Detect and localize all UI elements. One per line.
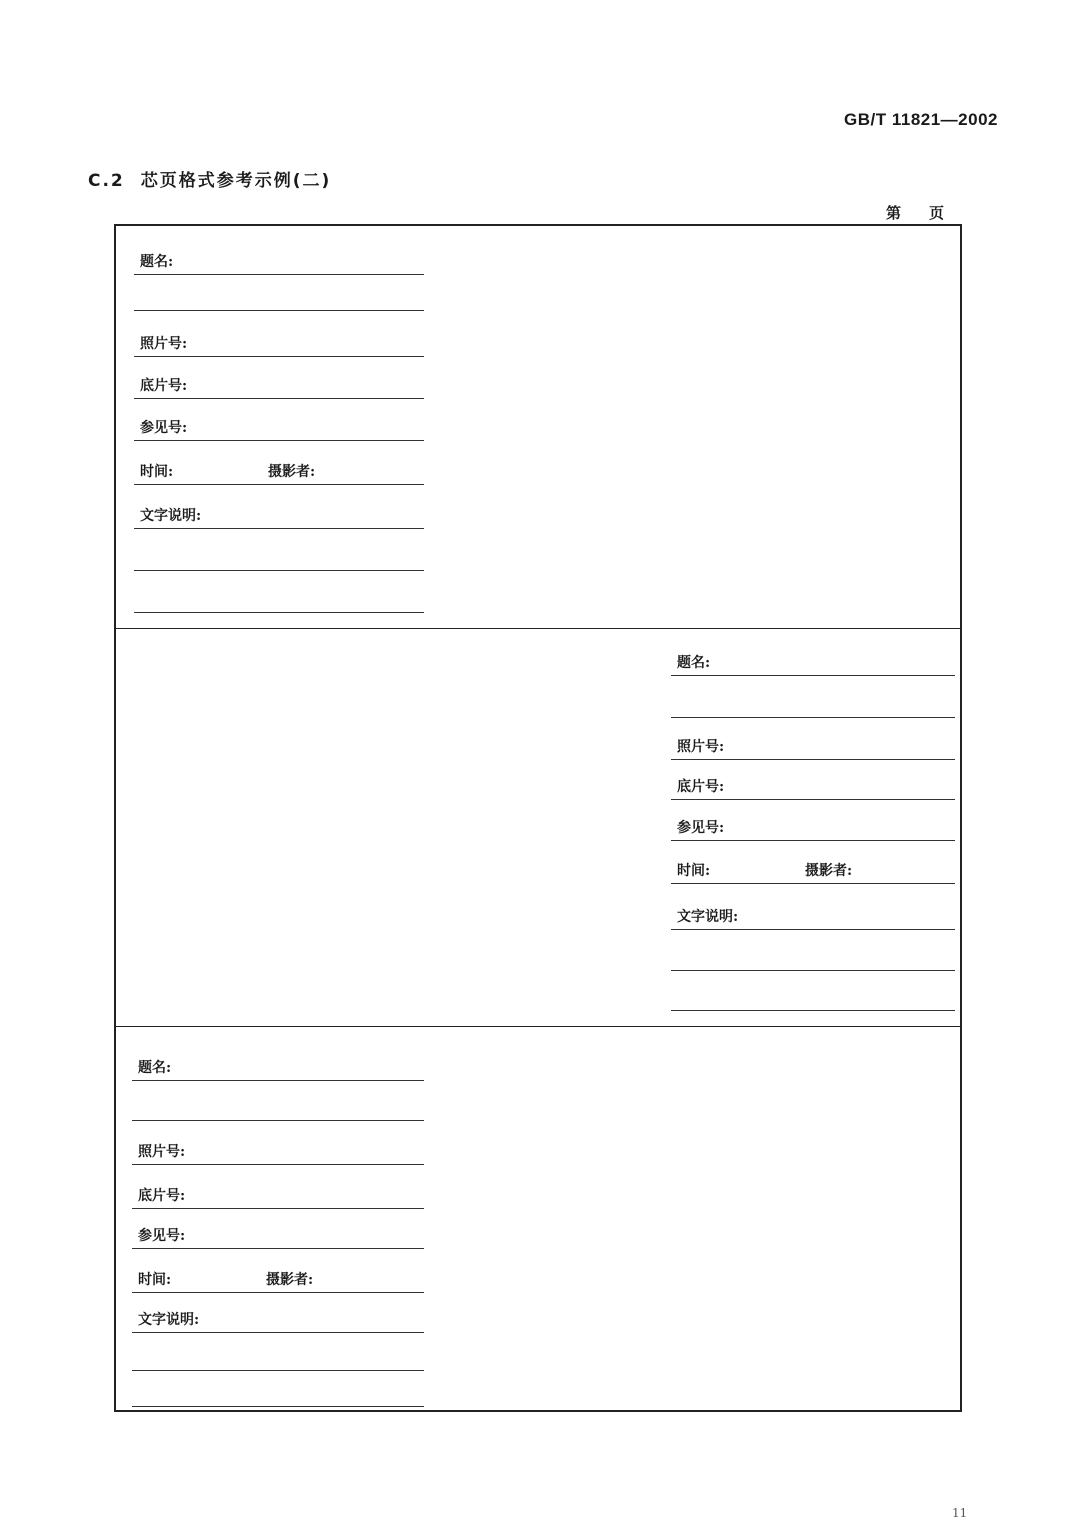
- caption-field-line-3[interactable]: [132, 1382, 424, 1407]
- page-marker: [886, 202, 944, 223]
- reference-number-label: 参见号:: [138, 1228, 186, 1244]
- caption-field-line-2[interactable]: [671, 946, 955, 971]
- title-label: 题名:: [677, 655, 711, 671]
- time-photographer-field[interactable]: [671, 859, 955, 884]
- reference-number-label: 参见号:: [677, 820, 725, 836]
- reference-number-label: 参见号:: [140, 420, 188, 436]
- negative-number-label: 底片号:: [138, 1188, 186, 1204]
- caption-field-line-2[interactable]: [132, 1346, 424, 1371]
- title-field[interactable]: [134, 250, 424, 275]
- caption-field-line-3[interactable]: [671, 986, 955, 1011]
- photo-number-label: 照片号:: [677, 739, 725, 755]
- photo-number-label: 照片号:: [140, 336, 188, 352]
- time-label: 时间:: [677, 863, 711, 879]
- caption-label: 文字说明:: [138, 1312, 200, 1328]
- negative-number-label: 底片号:: [677, 779, 725, 795]
- time-photographer-field[interactable]: [132, 1268, 424, 1293]
- title-field[interactable]: [671, 651, 955, 676]
- time-label: 时间:: [138, 1272, 172, 1288]
- caption-field[interactable]: [132, 1308, 424, 1333]
- title-field-line-2[interactable]: [132, 1096, 424, 1121]
- title-field-line-2[interactable]: [671, 693, 955, 718]
- photographer-label: 摄影者:: [268, 464, 316, 480]
- caption-field-line-3[interactable]: [134, 588, 424, 613]
- reference-number-field[interactable]: [134, 416, 424, 441]
- photo-number-label: 照片号:: [138, 1144, 186, 1160]
- section-title: 芯页格式参考示例(二): [140, 171, 332, 191]
- caption-field-line-2[interactable]: [134, 546, 424, 571]
- caption-field[interactable]: [134, 504, 424, 529]
- photo-number-field[interactable]: [671, 735, 955, 760]
- section-heading: [88, 166, 331, 191]
- section-divider: [116, 1026, 960, 1027]
- photo-number-field[interactable]: [132, 1140, 424, 1165]
- photographer-label: 摄影者:: [266, 1272, 314, 1288]
- title-label: 题名:: [138, 1060, 172, 1076]
- page-suffix: 页: [929, 204, 945, 222]
- page-number: 11: [952, 1506, 968, 1520]
- caption-label: 文字说明:: [140, 508, 202, 524]
- negative-number-label: 底片号:: [140, 378, 188, 394]
- standard-code: GB/T 11821—2002: [844, 110, 998, 129]
- negative-number-field[interactable]: [671, 775, 955, 800]
- negative-number-field[interactable]: [132, 1184, 424, 1209]
- title-field[interactable]: [132, 1056, 424, 1081]
- page-prefix: 第: [886, 204, 902, 222]
- title-label: 题名:: [140, 254, 174, 270]
- title-field-line-2[interactable]: [134, 286, 424, 311]
- section-number: C.2: [88, 171, 125, 191]
- caption-field[interactable]: [671, 905, 955, 930]
- caption-label: 文字说明:: [677, 909, 739, 925]
- time-label: 时间:: [140, 464, 174, 480]
- time-photographer-field[interactable]: [134, 460, 424, 485]
- section-divider: [116, 628, 960, 629]
- negative-number-field[interactable]: [134, 374, 424, 399]
- photo-number-field[interactable]: [134, 332, 424, 357]
- reference-number-field[interactable]: [671, 816, 955, 841]
- photographer-label: 摄影者:: [805, 863, 853, 879]
- photo-page-frame: [114, 224, 962, 1412]
- reference-number-field[interactable]: [132, 1224, 424, 1249]
